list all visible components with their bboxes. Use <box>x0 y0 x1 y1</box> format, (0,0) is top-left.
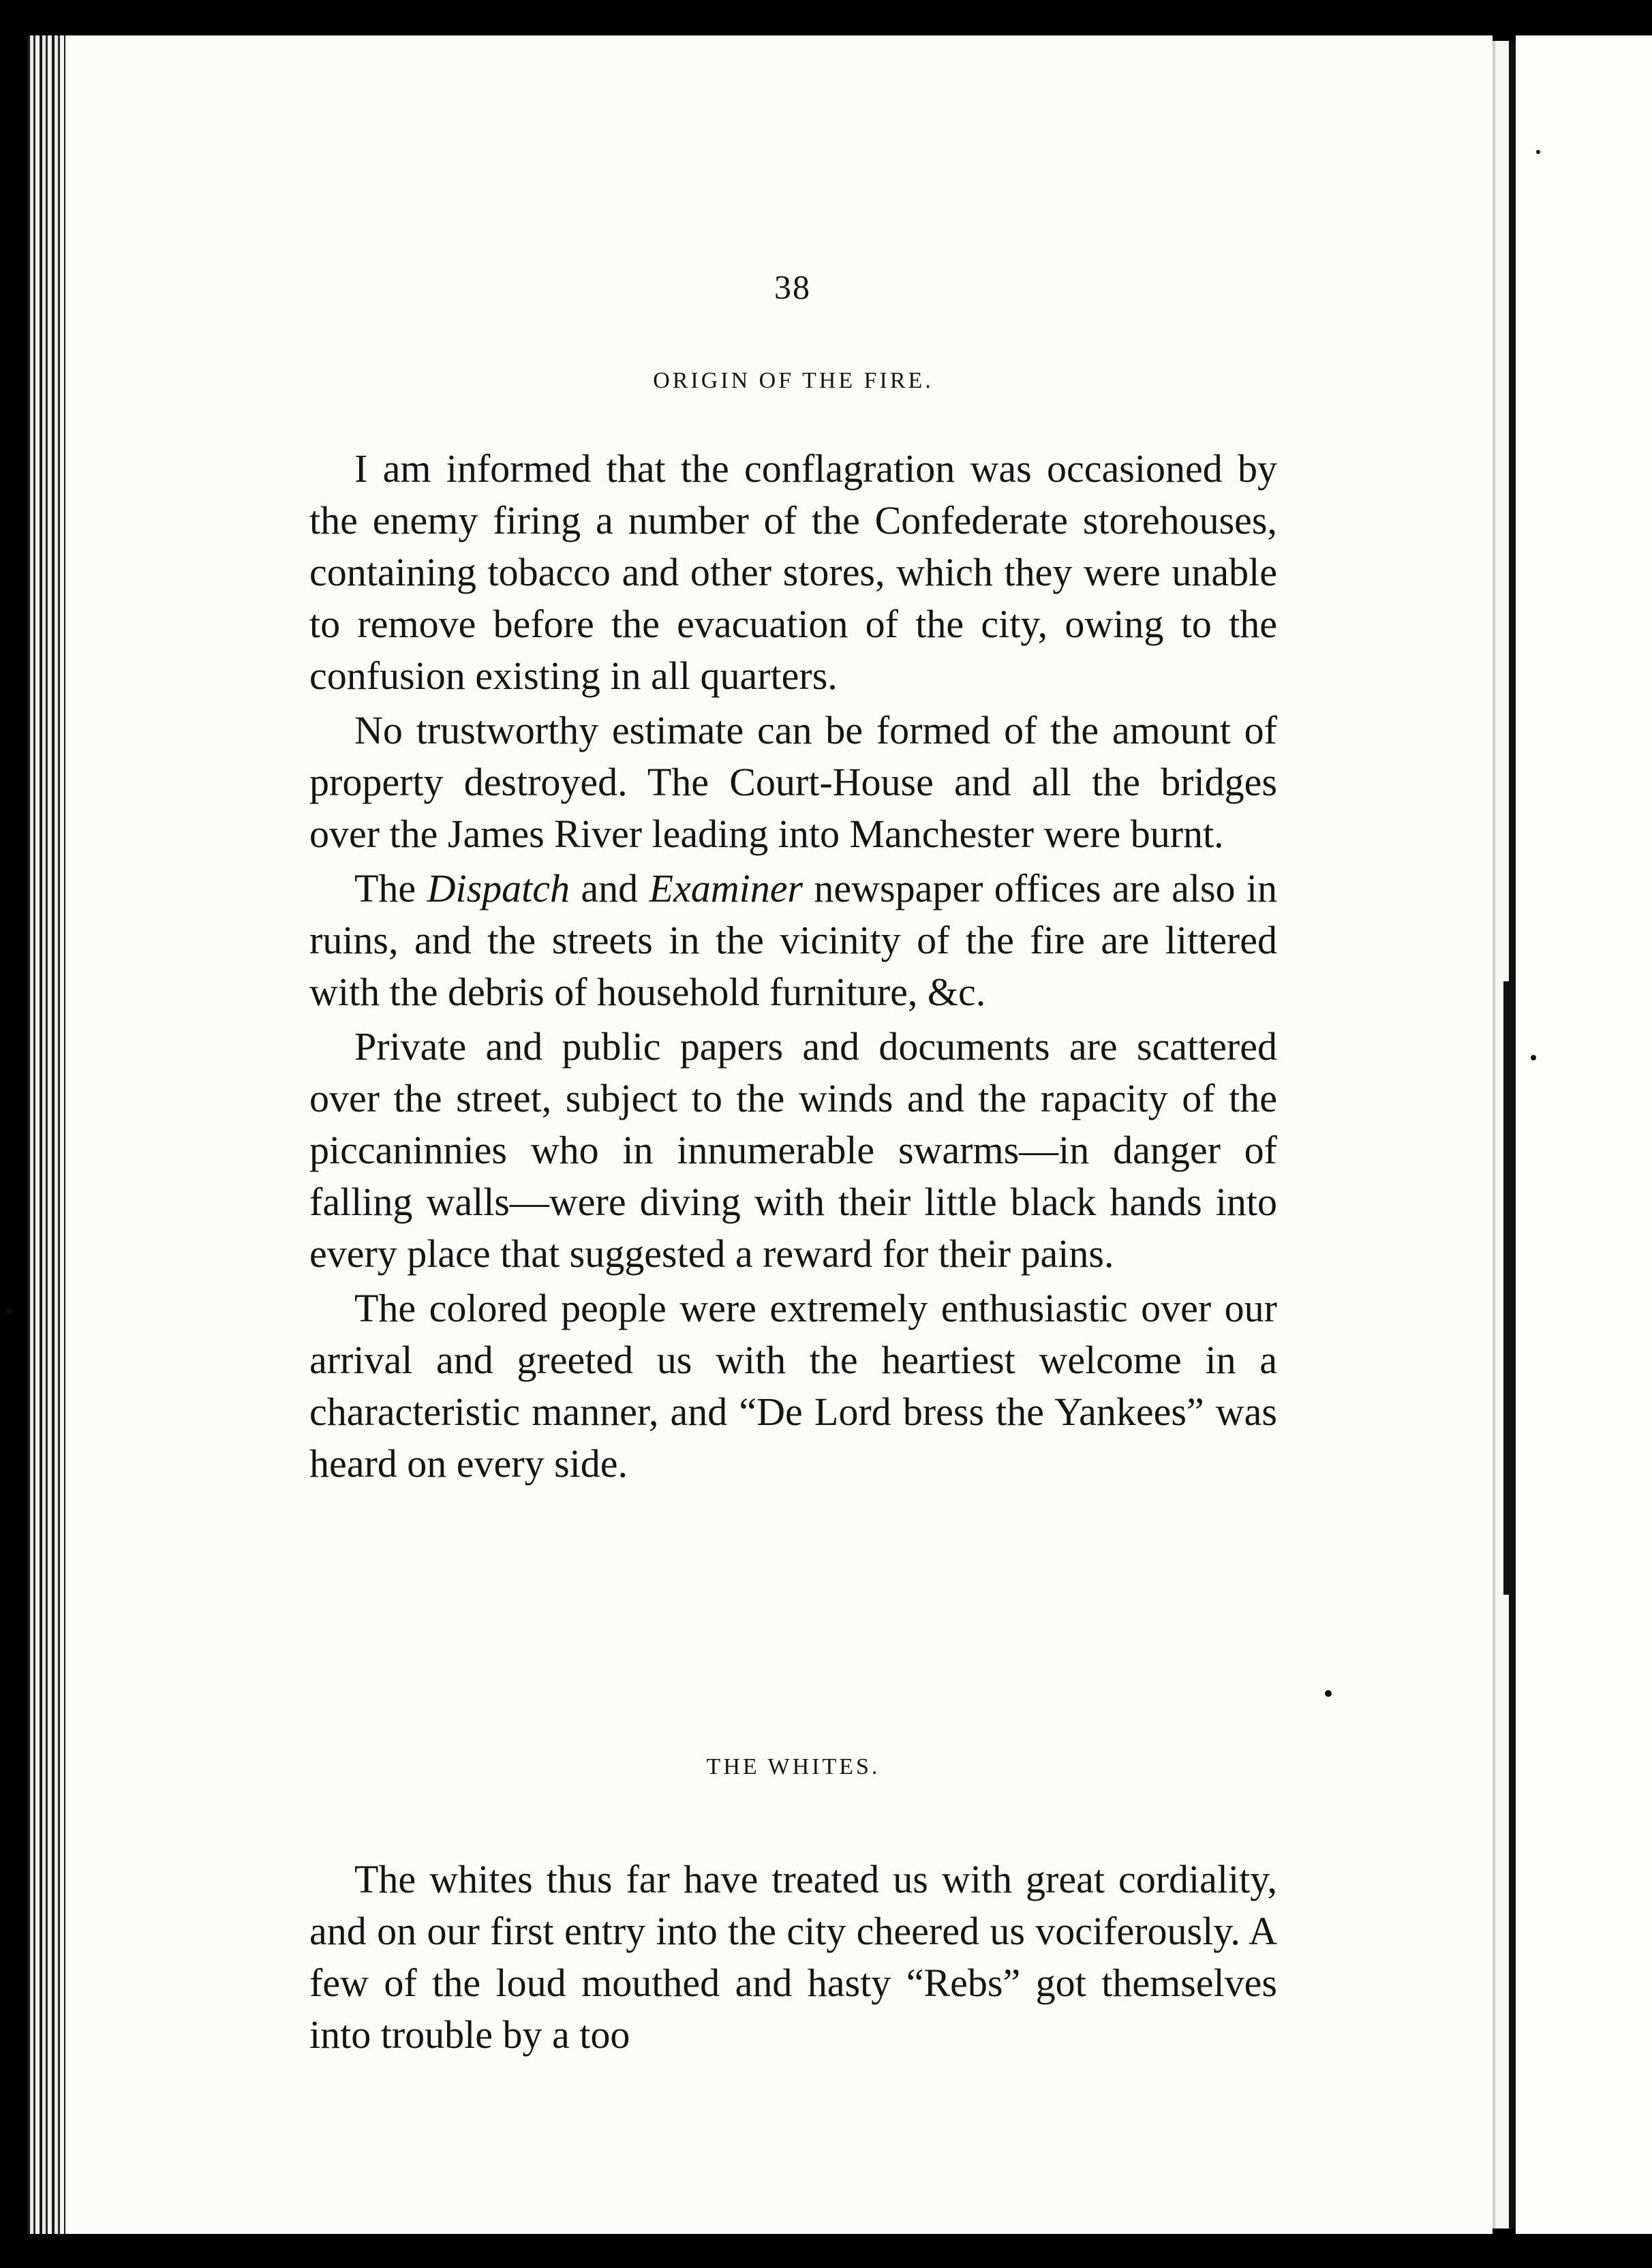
section-heading-whites: THE WHITES. <box>706 1754 881 1779</box>
scan-speck <box>1325 1690 1332 1697</box>
scan-speck <box>1536 150 1540 154</box>
scan-border-top <box>0 0 1652 35</box>
paragraph: No trustworthy estimate can be formed of the amount of property destroyed. The Court-House and all the bridges over the James River leading into Manchester were burnt. <box>309 708 1277 856</box>
scan-speck <box>7 1308 12 1314</box>
scan-border-bottom <box>0 2234 1652 2268</box>
paragraph <box>309 863 1277 1018</box>
text-run: The <box>354 866 427 910</box>
text-run: and <box>570 866 649 910</box>
book-page-edges <box>27 35 65 2234</box>
book-spine-shadow <box>1503 981 1516 1595</box>
newspaper-name: Examiner <box>649 866 804 910</box>
section-body-whites <box>309 1854 1277 2061</box>
text-run: newspaper offices are also in ruins, and the streets in the vicinity of the fire are littered with the debris of household furniture, &c. <box>309 866 1278 1014</box>
section-heading-origin: ORIGIN OF THE FIRE. <box>653 368 934 393</box>
section-body-origin <box>309 443 1277 1490</box>
paragraph: The whites thus far have treated us with great cordiality, and on our first entry into the city cheered us vociferously. A few of the loud mouthed and hasty “Rebs” got themselves into trouble by a too <box>309 1857 1277 2057</box>
paragraph: Private and public papers and documents are scattered over the street, subject to the winds and the rapacity of the piccaninnies who in innumerable swarms—in danger of falling walls—were diving with their little black hands into every place that suggested a reward for their pains. <box>309 1024 1277 1276</box>
newspaper-name: Dispatch <box>427 866 570 910</box>
facing-page <box>1516 35 1652 2234</box>
scan-speck <box>1531 1055 1536 1060</box>
paragraph: I am informed that the conflagration was occasioned by the enemy firing a number of the Confederate storehouses, containing tobacco and other stores, which they were unable to remove before the evacuation of the city, owing to the confusion existing in all quarters. <box>309 446 1277 698</box>
page-number: 38 <box>774 268 811 306</box>
paragraph: The colored people were extremely enthusiastic over our arrival and greeted us with the heartiest welcome in a characteristic manner, and “De Lord bress the Yankees” was heard on every side. <box>309 1286 1277 1486</box>
